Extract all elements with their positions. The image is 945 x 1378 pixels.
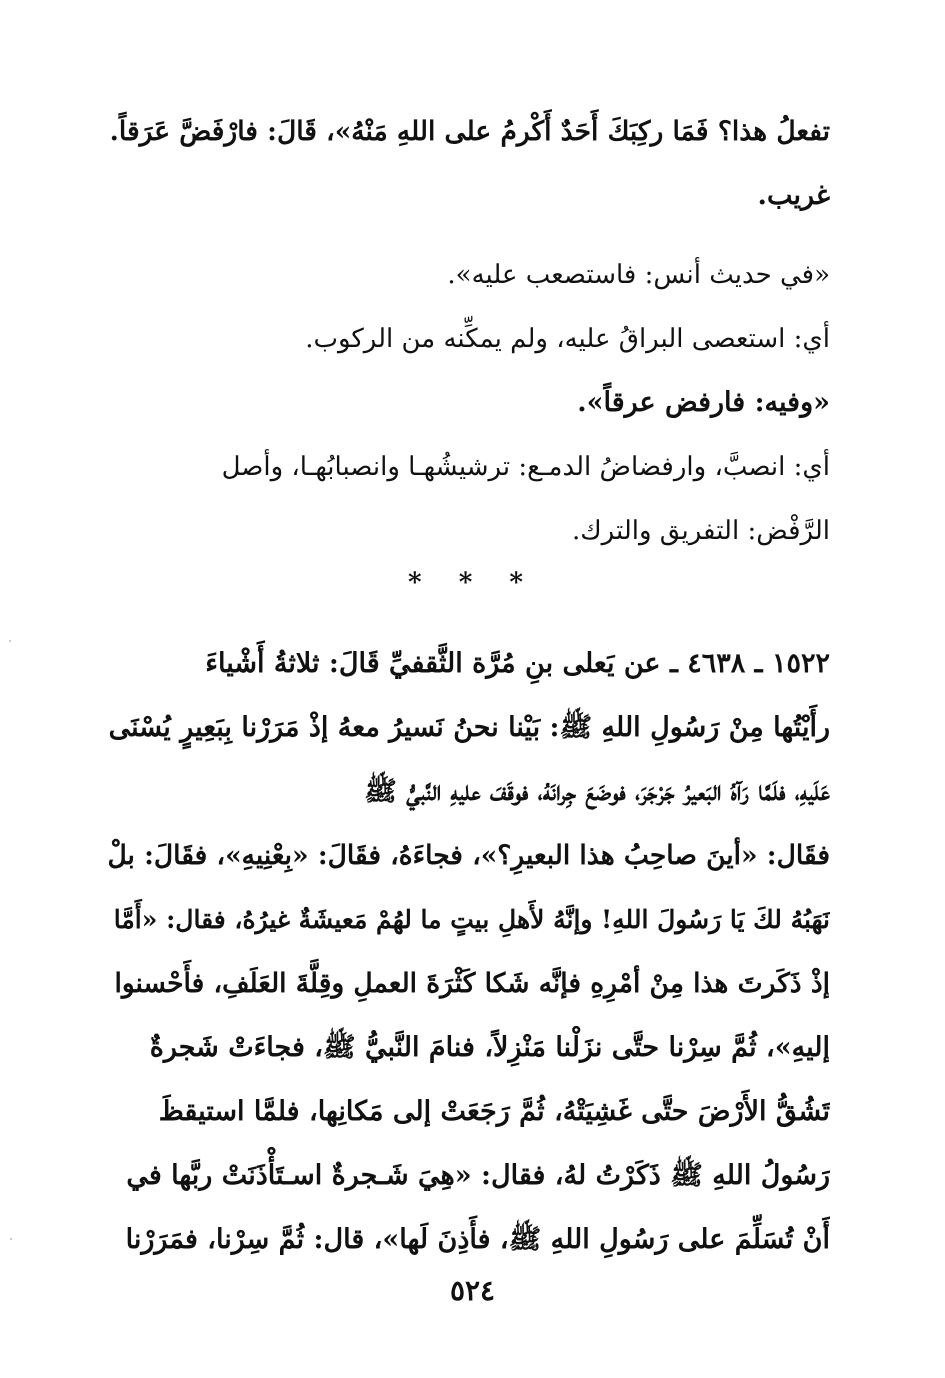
page-number: ٥٢٤ [449,1274,496,1307]
commentary-line: أي: انصبَّ، وارفضاضُ الدمـع: ترشيشُهـا وانصبابُهـا، وأصل [221,452,830,482]
top-paragraph [105,100,830,228]
hadith-line: عَلَيهِ، فلَمَّا رَآهُ البَعيرُ جَرْجَرَ، فوضَعَ جِرانَهُ، فوقَفَ عليهِ النَّبيُّ ﷺ [364,776,830,807]
scan-speck [10,1238,12,1240]
hadith-paragraph [105,632,830,1272]
hadith-line: أَنْ تُسَلِّمَ على رَسُولِ اللهِ ﷺ، فأَذِنَ لَها»، قال: ثُمَّ سِرْنا، فمَرَرْنا [125,1224,830,1255]
hadith-line: نَهَبُهُ لكَ يَا رَسُولَ اللهِ! وإنَّهُ لأَهلِ بيتٍ ما لهُمْ مَعيشَةٌ غيرُهُ، فقال: «أَمَّا [113,905,830,934]
section-separator: * * * [408,568,537,598]
commentary-block [105,243,830,563]
text-line: غريب. [757,180,830,211]
hadith-line: رَسُولُ اللهِ ﷺ ذَكَرْتُ لهُ، فقال: «هِيَ شَـجرةٌ اسـتَأْذَنَتْ ربَّها في [126,1160,830,1191]
hadith-line: إليهِ»، ثُمَّ سِرْنا حتَّى نزَلْنا مَنْزِلاً، فنامَ النَّبيُّ ﷺ، فجاءَتْ شَجرةٌ [149,1032,830,1063]
hadith-line: تَشُقُّ الأَرْضَ حتَّى غَشِيَتْهُ، ثُمَّ رَجَعَتْ إلى مَكانِها، فلمَّا استيقظَ [158,1096,830,1127]
commentary-line: «وفيه: فارفض عرقاً». [577,387,830,418]
hadith-line: إذْ ذَكَرتَ هذا مِنْ أمْرِهِ فإنَّه شَكا كَثْرَةَ العملِ وقِلَّةَ العَلَفِ، فأَحْسنوا [114,968,830,999]
hadith-line: رأَيْتُها مِنْ رَسُولِ اللهِ ﷺ: بَيْنا نحنُ نَسيرُ معهُ إذْ مَرَرْنا بِبَعِيرٍ يُسْنَى [108,712,830,743]
commentary-line: «في حديث أنس: فاستصعب عليه». [447,260,830,290]
hadith-line: ١٥٢٢ ـ ٤٦٣٨ ـ عن يَعلى بنِ مُرَّة الثَّقفيِّ قَالَ: ثلاثةُ أَشْياءَ [205,648,830,679]
hadith-line: فقَال: «أينَ صاحِبُ هذا البعيرِ؟»، فجاءَهُ، فقَالَ: «بِعْنِيهِ»، فقَالَ: بلْ [107,840,830,871]
commentary-line: الرَّفْض: التفريق والترك. [571,516,830,546]
scan-speck [9,640,11,642]
text-line: تفعلُ هذا؟ فَمَا ركِبَكَ أَحَدٌ أَكْرمُ على اللهِ مَنْهُ»، قَالَ: فارْفَضَّ عَرَقاً. [109,116,830,147]
commentary-line: أي: استعصى البراقُ عليه، ولم يمكِّنه من الركوب. [305,324,830,354]
